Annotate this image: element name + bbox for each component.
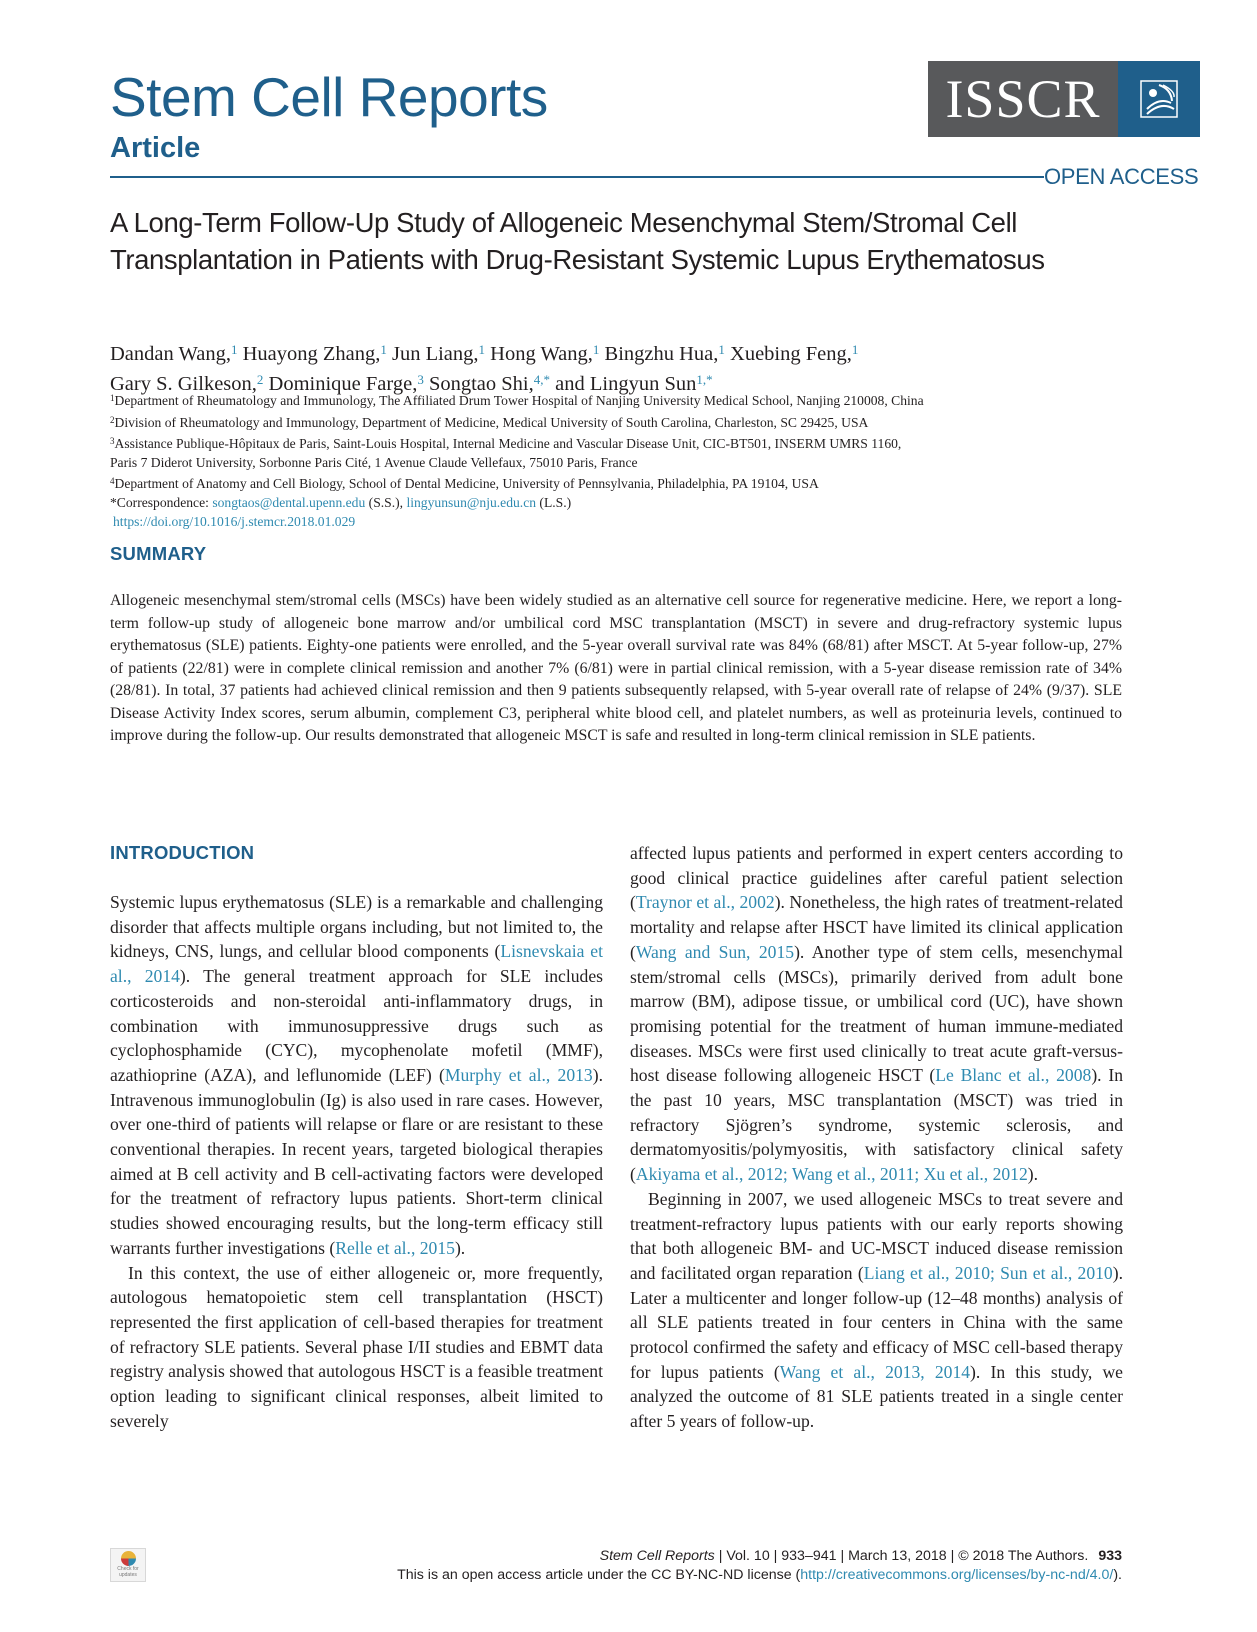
introduction-heading: INTRODUCTION: [110, 842, 255, 863]
paragraph: affected lupus patients and performed in expert centers according to good clinical practice guidelines after careful patient selection (Traynor et al., 2002). Nonetheless, the high rates of treatment-related mortality and relapse after HSCT have limited its clinical application (Wang and Sun, 2015). Another type of stem cells, mesenchymal stem/stromal cells (MSCs), primarily derived from adult bone marrow (BM), adipose tissue, or umbilical cord (UC), have shown promising potential for the treatment of human immune-mediated diseases. MSCs were first used clinically to treat acute graft-versus-host disease following allogeneic HSCT (Le Blanc et al., 2008). In the past 10 years, MSC transplantation (MSCT) was tried in refractory Sjögren’s syndrome, systemic sclerosis, and dermatomyositis/polymyositis, with satisfactory clinical safety (Akiyama et al., 2012; Wang et al., 2011; Xu et al., 2012).: [630, 843, 1123, 1185]
affiliation: $^2$Division of Rheumatology and Immunology, Department of Medicine, Medical University of South Carolina, Charleston, SC 29425, USA: [110, 414, 869, 430]
page-number: 933: [1098, 1548, 1122, 1564]
author-list: [110, 337, 1140, 397]
summary-heading: SUMMARY: [110, 543, 207, 564]
author: Gary S. Gilkeson,$^2$: [110, 372, 264, 395]
author: Dominique Farge,$^3$: [268, 372, 424, 395]
check-updates-icon: [121, 1551, 136, 1566]
citation-link[interactable]: Lisnevskaia et al., 2014: [110, 941, 603, 987]
doi-link[interactable]: https://doi.org/10.1016/j.stemcr.2018.01.029: [113, 513, 356, 529]
citation-link[interactable]: Le Blanc et al., 2008: [935, 1065, 1092, 1086]
footer-citation: Stem Cell Reports | Vol. 10 | 933–941 | March 13, 2018 | © 2018 The Authors. 933: [599, 1548, 1122, 1564]
citation-link[interactable]: Traynor et al., 2002: [635, 892, 775, 913]
author: Dandan Wang,$^1$: [110, 342, 238, 365]
email-link-lingyun-sun[interactable]: lingyunsun@nju.edu.cn: [406, 494, 537, 510]
paragraph: Systemic lupus erythematosus (SLE) is a remarkable and challenging disorder that affects multiple organs including, but not limited to, the kidneys, CNS, lungs, and cellular blood components (Lisnevskaia et al., 2014). The general treatment approach for SLE includes corticosteroids and non-steroidal anti-inflammatory drugs, in combination with immunosuppressive drugs such as cyclophosphamide (CYC), mycophenolate mofetil (MMF), azathioprine (AZA), and leflunomide (LEF) (Murphy et al., 2013). Intravenous immunoglobulin (Ig) is also used in rare cases. However, over one-third of patients will relapse or flare or are resistant to these conventional therapies. In recent years, targeted biological therapies aimed at B cell activity and B cell-activating factors were developed for the treatment of refractory lupus patients. Short-term clinical studies showed encouraging results, but the long-term efficacy still warrants further investigations (Relle et al., 2015).: [110, 892, 603, 1258]
affiliation: $^1$Department of Rheumatology and Immunology, The Affiliated Drum Tower Hospital of Nanjing University Medical School, Nanjing 210008, China: [110, 393, 924, 408]
paragraph: In this context, the use of either allogeneic or, more frequently, autologous hematopoietic stem cell transplantation (HSCT) represented the first application of cell-based therapies for treatment of refractory SLE patients. Several phase I/II studies and EBMT data registry analysis showed that autologous HSCT is a feasible treatment option leading to significant clinical responses, albeit limited to severely: [110, 1262, 603, 1431]
correspondence: *Correspondence: songtaos@dental.upenn.edu (S.S.), lingyunsun@nju.edu.cn (L.S.): [110, 494, 572, 510]
email-link-songtao-shi[interactable]: songtaos@dental.upenn.edu: [212, 494, 366, 510]
paragraph: Beginning in 2007, we used allogeneic MSCs to treat severe and treatment-refractory lupus patients with our early reports showing that both allogeneic BM- and UC-MSCT induced disease remission and facilitated organ reparation (Liang et al., 2010; Sun et al., 2010). Later a multicenter and longer follow-up (12–48 months) analysis of all SLE patients treated in four centers in China with the same protocol confirmed the safety and efficacy of MSC cell-based therapy for lupus patients (Wang et al., 2013, 2014). In this study, we analyzed the outcome of 81 SLE patients treated in a single center after 5 years of follow-up.: [630, 1188, 1123, 1432]
citation-link[interactable]: Liang et al., 2010; Sun et al., 2010: [863, 1262, 1113, 1283]
summary-text: Allogeneic mesenchymal stem/stromal cells (MSCs) have been widely studied as an alternative cell source for regenerative medicine. Here, we report a long-term follow-up study of allogeneic bone marrow and/or umbilical cord MSC transplantation (MSCT) in severe and drug-refractory systemic lupus erythematosus (SLE) patients. Eighty-one patients were enrolled, and the 5-year overall survival rate was 84% (68/81) after MSCT. At 5-year follow-up, 27% of patients (22/81) were in complete clinical remission and another 7% (6/81) were in partial clinical remission, with a 5-year disease remission rate of 34% (28/81). In total, 37 patients had achieved clinical remission and then 9 patients subsequently relapsed, with 5-year overall rate of relapse of 24% (9/37). SLE Disease Activity Index scores, serum albumin, complement C3, peripheral white blood cell, and platelet numbers, as well as proteinuria levels, continued to improve during the follow-up. Our results demonstrated that allogeneic MSCT is safe and resulted in long-term clinical remission in SLE patients.: [110, 592, 1122, 744]
citation-link[interactable]: Wang et al., 2013, 2014: [779, 1361, 971, 1382]
author: Bingzhu Hua,$^1$: [604, 342, 725, 365]
isscr-swirl-icon: [1118, 61, 1200, 137]
open-access-label: OPEN ACCESS: [1044, 164, 1199, 189]
citation-link[interactable]: Wang and Sun, 2015: [635, 941, 795, 962]
check-for-updates-button[interactable]: [110, 1548, 146, 1582]
journal-title: Stem Cell Reports: [110, 66, 548, 128]
footer-license: This is an open access article under the CC BY-NC-ND license (http://creativecommons.org/licenses/by-nc-nd/4.0/).: [397, 1567, 1122, 1583]
affiliation: $^4$Department of Anatomy and Cell Biology, School of Dental Medicine, University of Pennsylvania, Philadelphia, PA 19104, USA: [110, 476, 819, 492]
citation-link[interactable]: Relle et al., 2015: [335, 1237, 455, 1258]
affiliation: Paris 7 Diderot University, Sorbonne Paris Cité, 1 Avenue Claude Vellefaux, 75010 Paris, France: [110, 454, 638, 470]
author: Hong Wang,$^1$: [490, 342, 600, 365]
author: and Lingyun Sun$^{1,*}$: [555, 372, 713, 395]
article-type-label: Article: [110, 132, 201, 164]
isscr-logo: [928, 61, 1200, 137]
citation-link[interactable]: Akiyama et al., 2012; Wang et al., 2011; Xu et al., 2012: [635, 1164, 1028, 1185]
affiliations: [110, 389, 1150, 531]
header-divider: [110, 176, 1044, 178]
author: Jun Liang,$^1$: [391, 342, 486, 365]
author: Songtao Shi,$^{4,*}$: [428, 372, 550, 395]
paper-title: A Long-Term Follow-Up Study of Allogeneic Mesenchymal Stem/Stromal Cell Transplantation in Patients with Drug-Resistant Systemic Lupus Erythematosus: [110, 207, 1045, 275]
body-column-right: [630, 841, 1123, 1434]
author: Xuebing Feng,$^1$: [730, 342, 859, 365]
license-link[interactable]: http://creativecommons.org/licenses/by-nc-nd/4.0/: [800, 1567, 1114, 1583]
body-column-left: [110, 890, 603, 1433]
author: Huayong Zhang,$^1$: [242, 342, 387, 365]
citation-link[interactable]: Murphy et al., 2013: [444, 1064, 593, 1085]
isscr-logo-text: ISSCR: [928, 61, 1118, 137]
affiliation: $^3$Assistance Publique-Hôpitaux de Paris, Saint-Louis Hospital, Internal Medicine and Vascular Disease Unit, CIC-BT501, INSERM UMRS 1160,: [110, 436, 902, 452]
check-updates-label: Check for updates: [117, 1566, 139, 1578]
